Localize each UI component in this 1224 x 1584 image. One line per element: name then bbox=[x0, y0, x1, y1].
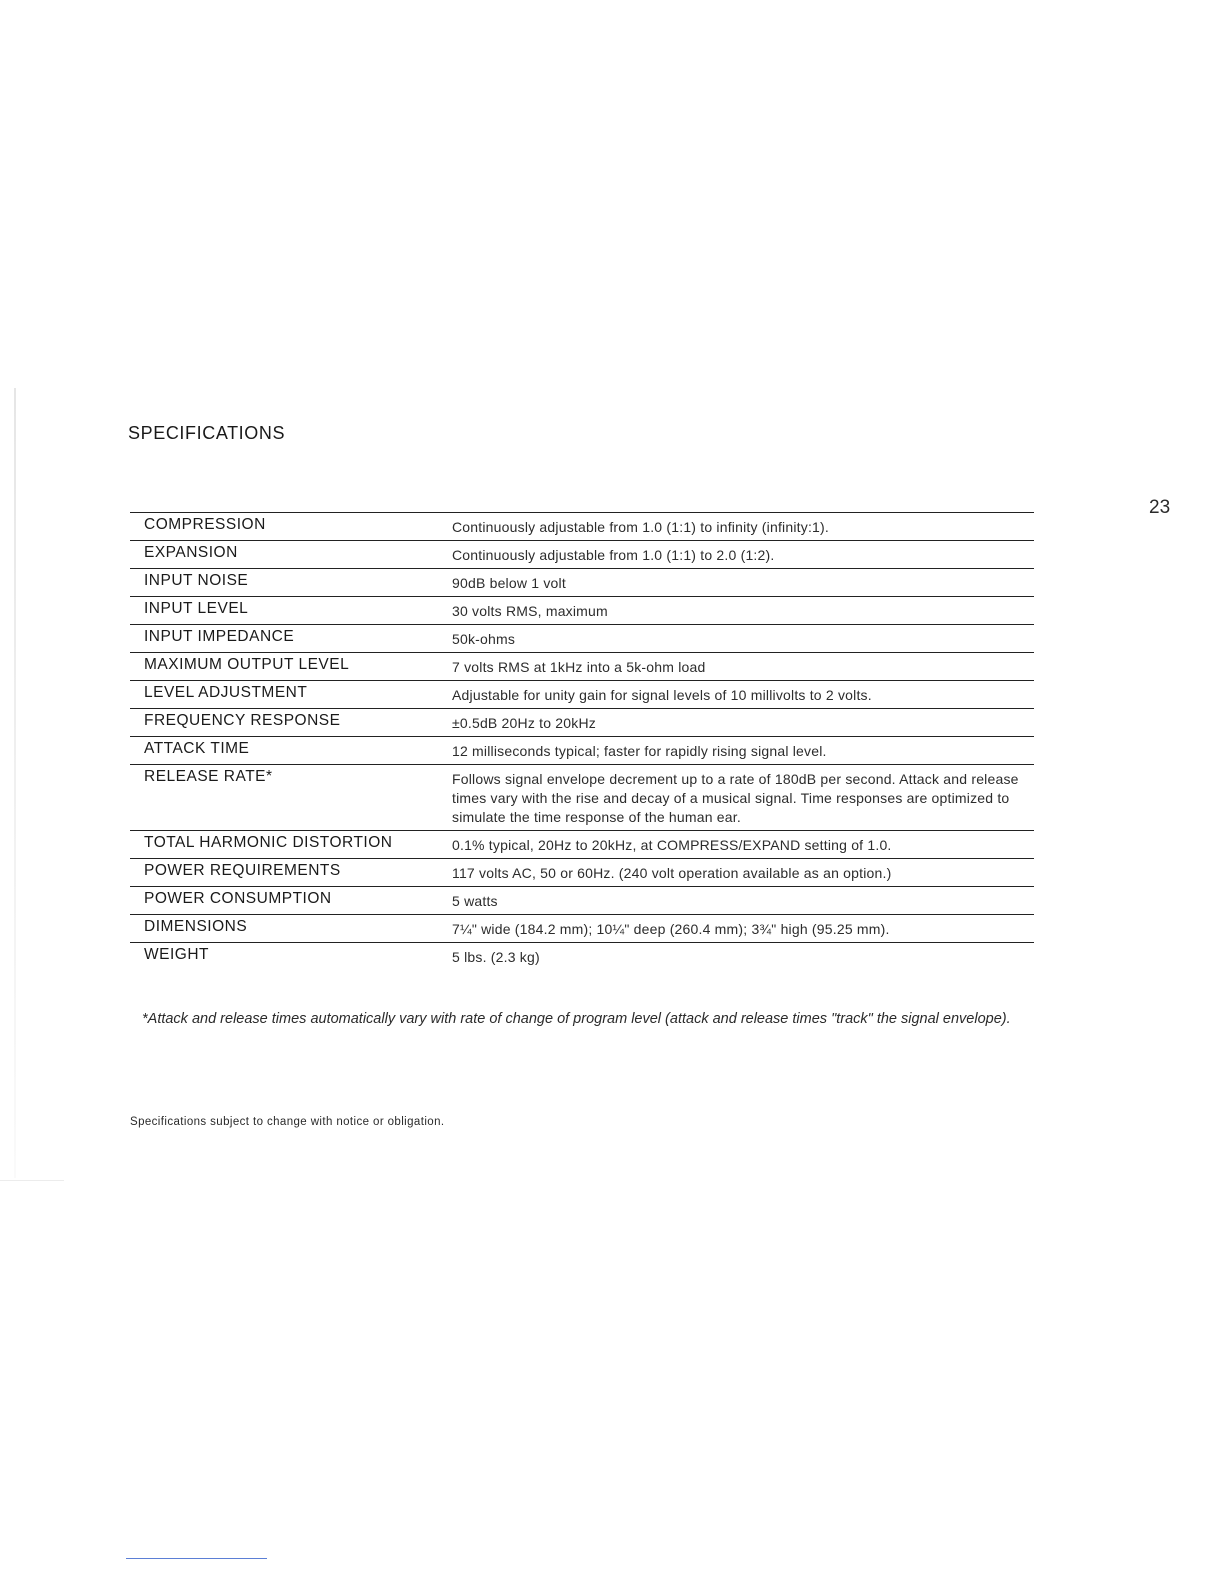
spec-value: 0.1% typical, 20Hz to 20kHz, at COMPRESS/EXPAND setting of 1.0. bbox=[452, 837, 892, 853]
spec-value: Continuously adjustable from 1.0 (1:1) to 2.0 (1:2). bbox=[452, 547, 775, 563]
spec-row-maximum-output-level bbox=[130, 652, 1034, 680]
spec-value: 5 watts bbox=[452, 893, 498, 909]
spec-row-input-level bbox=[130, 596, 1034, 624]
spec-label: EXPANSION bbox=[144, 544, 238, 561]
spec-label: COMPRESSION bbox=[144, 516, 266, 533]
spec-label: RELEASE RATE* bbox=[144, 768, 273, 785]
spec-label: WEIGHT bbox=[144, 946, 209, 963]
spec-label: LEVEL ADJUSTMENT bbox=[144, 684, 308, 701]
spec-label: DIMENSIONS bbox=[144, 918, 248, 935]
spec-row-compression bbox=[130, 512, 1034, 540]
scan-edge-bottom bbox=[0, 1180, 64, 1181]
spec-value: 117 volts AC, 50 or 60Hz. (240 volt operation available as an option.) bbox=[452, 865, 892, 881]
spec-row-power-requirements bbox=[130, 858, 1034, 886]
spec-label: MAXIMUM OUTPUT LEVEL bbox=[144, 656, 350, 673]
spec-row-level-adjustment bbox=[130, 680, 1034, 708]
spec-row-frequency-response bbox=[130, 708, 1034, 736]
spec-value: 90dB below 1 volt bbox=[452, 575, 566, 591]
spec-value: 12 milliseconds typical; faster for rapidly rising signal level. bbox=[452, 743, 827, 759]
spec-row-weight bbox=[130, 942, 1034, 970]
spec-value: Adjustable for unity gain for signal levels of 10 millivolts to 2 volts. bbox=[452, 687, 872, 703]
spec-value: 50k-ohms bbox=[452, 631, 516, 647]
scan-edge-left bbox=[14, 388, 16, 1178]
bottom-rule bbox=[126, 1558, 267, 1559]
spec-value: 7 volts RMS at 1kHz into a 5k-ohm load bbox=[452, 659, 706, 675]
spec-row-power-consumption bbox=[130, 886, 1034, 914]
spec-value: 30 volts RMS, maximum bbox=[452, 603, 608, 619]
spec-label: POWER CONSUMPTION bbox=[144, 890, 332, 907]
spec-label: TOTAL HARMONIC DISTORTION bbox=[144, 834, 393, 851]
specifications-disclaimer: Specifications subject to change with notice or obligation. bbox=[130, 1116, 445, 1128]
spec-row-dimensions bbox=[130, 914, 1034, 942]
spec-label: INPUT IMPEDANCE bbox=[144, 628, 295, 645]
spec-label: INPUT NOISE bbox=[144, 572, 249, 589]
page-title: SPECIFICATIONS bbox=[128, 423, 286, 443]
spec-label: POWER REQUIREMENTS bbox=[144, 862, 341, 879]
spec-row-expansion bbox=[130, 540, 1034, 568]
page-number: 23 bbox=[1149, 497, 1171, 518]
spec-value: ±0.5dB 20Hz to 20kHz bbox=[452, 715, 596, 731]
spec-label: ATTACK TIME bbox=[144, 740, 250, 757]
spec-row-input-impedance bbox=[130, 624, 1034, 652]
spec-value: Follows signal envelope decrement up to a rate of 180dB per second. Attack and release times vary with the rise and decay of a musical signal. Time responses are optimized to simulate the time response of the human ear. bbox=[452, 771, 1019, 825]
spec-table bbox=[130, 512, 1034, 970]
spec-row-attack-time bbox=[130, 736, 1034, 764]
spec-label: FREQUENCY RESPONSE bbox=[144, 712, 341, 729]
spec-row-total-harmonic-distortion bbox=[130, 830, 1034, 858]
spec-label: INPUT LEVEL bbox=[144, 600, 249, 617]
spec-value: 5 lbs. (2.3 kg) bbox=[452, 949, 540, 965]
spec-row-release-rate bbox=[130, 764, 1034, 830]
release-rate-footnote: *Attack and release times automatically vary with rate of change of program level (attack and release times "track" the signal envelope). bbox=[142, 1011, 1011, 1027]
spec-row-input-noise bbox=[130, 568, 1034, 596]
spec-value: 7¼" wide (184.2 mm); 10¼" deep (260.4 mm); 3¾" high (95.25 mm). bbox=[452, 921, 890, 937]
spec-value: Continuously adjustable from 1.0 (1:1) to infinity (infinity:1). bbox=[452, 519, 829, 535]
